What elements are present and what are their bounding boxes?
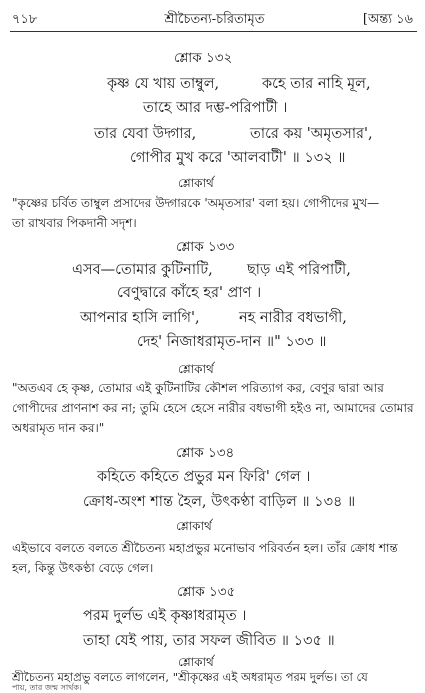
translation-line: অধরামৃত দান কর।" — [12, 421, 105, 435]
verse-line: পরম দুর্লভ এই কৃষ্ণাধরামৃত । — [83, 608, 247, 624]
verse-line: গোপীর মুখ করে 'আলবাটী' ॥ ১৩২ ॥ — [130, 150, 346, 166]
verse-line: তারে কয় 'অমৃতসার', — [250, 126, 373, 142]
translation-heading: শ্লোকার্থ — [176, 519, 212, 533]
translation-line: গোপীদের প্রাণনাশ কর না; তুমি হেসে হেসে নারীর বধভাগী হইও না, আমাদের তোমার — [12, 401, 414, 415]
translation-line: শ্রীচৈতন্য মহাপ্রভু বলতে লাগলেন, "শ্রীকৃষ্ণের এই অধরামৃত পরম দুর্লভ। তা যে — [12, 670, 368, 684]
verse-line: এসব—তোমার কুটিনাটি, — [72, 262, 213, 278]
verse-line: ক্রোধ-অংশ শান্ত হৈল, উৎকণ্ঠা বাড়িল ॥ ১৩৪ ॥ — [83, 494, 356, 510]
translation-line: তা রাখবার পিকদানী সদৃশ। — [12, 216, 137, 230]
page-number: ৭১৮ — [12, 12, 38, 27]
verse-line: ছাড় এই পরিপাটী, — [247, 262, 351, 278]
translation-line: পায়, তার জন্ম সার্থক। — [12, 683, 82, 692]
verse-heading: শ্লোক ১৩৪ — [176, 445, 235, 461]
header-rule — [10, 31, 417, 32]
verse-heading: শ্লোক ১৩৫ — [177, 584, 236, 600]
translation-heading: শ্লোকার্থ — [178, 176, 214, 190]
verse-line: কহিতে কহিতে প্রভুর মন ফিরি' গেল । — [97, 469, 311, 485]
translation-line: এইভাবে বলতে বলতে শ্রীচৈতন্য মহাপ্রভুর মনোভাব পরিবর্তন হল। তাঁর ক্রোধ শান্ত — [12, 541, 398, 555]
verse-heading: শ্লোক ১৩২ — [174, 50, 233, 66]
running-title: শ্রীচৈতন্য-চরিতামৃত — [164, 12, 265, 27]
verse-line: তাহা যেই পায়, তার সফল জীবিত ॥ ১৩৫ ॥ — [83, 633, 335, 649]
verse-line: নহ নারীর বধভাগী, — [239, 310, 347, 326]
translation-heading: শ্লোকার্থ — [178, 655, 214, 669]
verse-line: কহে তার নাহি মূল, — [262, 76, 371, 92]
page-header — [12, 8, 417, 30]
translation-line: "কৃষ্ণের চর্বিত তাম্বুল প্রসাদের উদ্গারকে 'অমৃতসার' বলা হয়। গোপীদের মুখ— — [12, 196, 380, 210]
section-reference: [অন্ত্য ১৬ — [362, 12, 413, 27]
verse-line: দেহ' নিজাধরামৃত-দান ॥" ১৩৩ ॥ — [137, 334, 327, 350]
verse-line: কৃষ্ণ যে খায় তাম্বুল, — [107, 76, 220, 92]
translation-line: "অতএব হে কৃষ্ণ, তোমার এই কুটিনাটির কৌশল পরিত্যাগ কর, বেণুর দ্বারা আর — [12, 381, 384, 395]
verse-line: বেণুদ্বারে কাঁহে হর' প্রাণ । — [117, 285, 262, 301]
translation-heading: শ্লোকার্থ — [178, 362, 214, 376]
verse-line: তার যেবা উদ্গার, — [94, 126, 197, 142]
verse-line: আপনার হাসি লাগি', — [80, 310, 200, 326]
translation-line: হল, কিন্তু উৎকণ্ঠা বেড়ে গেল। — [12, 561, 154, 575]
verse-line: তাহে আর দম্ভ-পরিপাটী । — [143, 100, 288, 116]
verse-heading: শ্লোক ১৩৩ — [176, 239, 235, 255]
